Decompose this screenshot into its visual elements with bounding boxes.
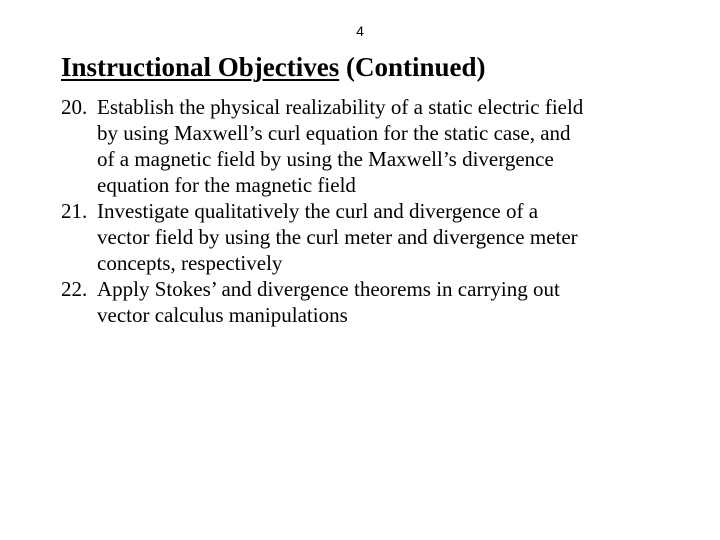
objective-item-22: [61, 276, 681, 328]
objective-item-20: [61, 94, 681, 198]
objective-number: 20.: [61, 95, 88, 119]
page-number: 4: [356, 23, 364, 39]
objective-text-line: Establish the physical realizability of a static electric field: [97, 95, 584, 119]
objective-text-line: equation for the magnetic field: [97, 173, 356, 197]
title-main: Instructional Objectives: [61, 52, 340, 82]
objective-text-line: concepts, respectively: [97, 251, 283, 275]
objective-number: 22.: [61, 277, 88, 301]
objective-number: 21.: [61, 199, 88, 223]
objective-text-line: of a magnetic field by using the Maxwell’s divergence: [97, 147, 554, 171]
objective-text-line: vector calculus manipulations: [97, 303, 348, 327]
title-suffix: (Continued): [339, 52, 486, 82]
objective-text-line: Investigate qualitatively the curl and divergence of a: [97, 199, 539, 223]
objective-text-line: by using Maxwell’s curl equation for the static case, and: [97, 121, 571, 145]
objective-text-line: Apply Stokes’ and divergence theorems in carrying out: [97, 277, 560, 301]
objective-item-21: [61, 198, 681, 276]
objectives-list: [61, 94, 681, 328]
objective-text-line: vector field by using the curl meter and divergence meter: [97, 225, 578, 249]
page-title: [61, 50, 486, 84]
